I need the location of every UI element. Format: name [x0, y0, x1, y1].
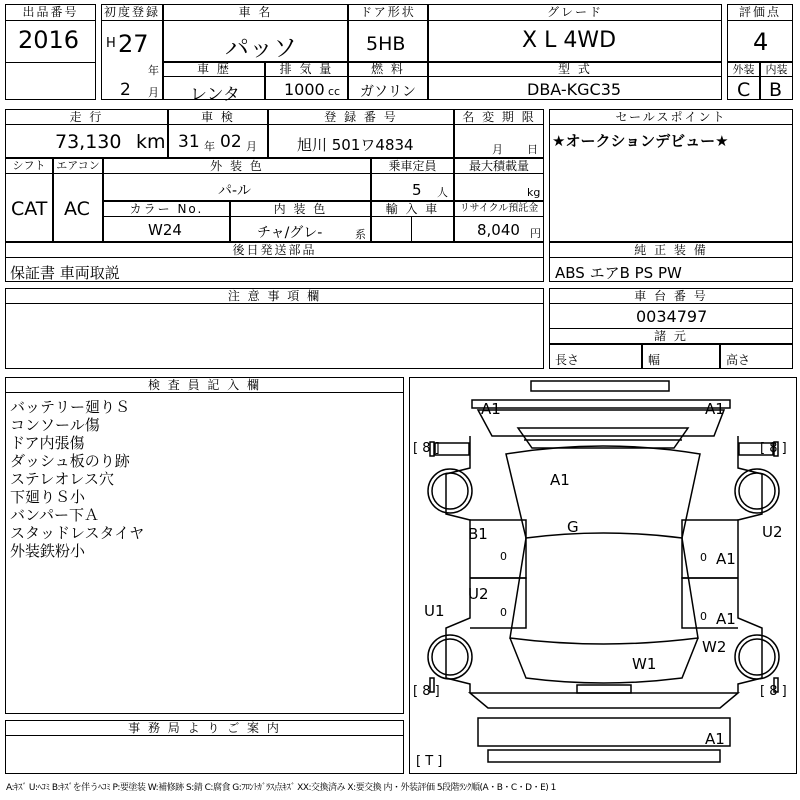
first-reg-label: 初度登録 — [101, 4, 163, 21]
inspector-line: 下廻りＳ小 — [10, 488, 86, 506]
score: 4 — [753, 28, 769, 56]
chassis-label: 車 台 番 号 — [549, 288, 793, 304]
capacity: 5 — [412, 181, 422, 199]
mark-u2-left: U2 — [468, 585, 489, 603]
ac-label: エアコン — [53, 158, 103, 174]
interior-grade: B — [769, 79, 783, 101]
capacity-label: 乗車定員 — [371, 158, 454, 174]
notes-label: 注 意 事 項 欄 — [5, 288, 544, 304]
mark-zero-1: 0 — [500, 550, 507, 563]
inspector-line: 外装鉄粉小 — [10, 542, 86, 560]
mark-8-fl: [ 8 ] — [413, 441, 440, 456]
mark-8-rr: [ 8 ] — [760, 684, 787, 699]
inspector-line: ステレオレス穴 — [10, 470, 114, 488]
fuel-label: 燃 料 — [348, 62, 428, 77]
grade: X L 4WD — [522, 28, 617, 53]
sales-point-text: ★オークションデビュー★ — [552, 132, 729, 150]
car-name-label: 車 名 — [163, 4, 348, 21]
recycle-label: リサイクル預託金 — [454, 201, 544, 217]
later-parts-text: 保証書 車両取説 — [10, 264, 120, 282]
registration-label: 登 録 番 号 — [268, 109, 454, 125]
ext-color: パ-ル — [218, 183, 252, 199]
name-change-day: 日 — [527, 143, 538, 156]
door-label: ドア形状 — [348, 4, 428, 21]
shift-label: シフト — [5, 158, 53, 174]
mark-zero-3: 0 — [700, 551, 707, 564]
ext-color-label: 外 装 色 — [103, 158, 371, 174]
registration-number: 旭川 501ワ4834 — [297, 136, 414, 154]
dims-length-label: 長さ — [555, 353, 580, 367]
model-label: 型 式 — [428, 62, 722, 77]
int-color-label: 内 装 色 — [230, 201, 371, 217]
chassis-number: 0034797 — [636, 307, 708, 326]
insp-year: 31 — [178, 132, 200, 152]
mark-w1: W1 — [632, 655, 657, 673]
name-change-month: 月 — [492, 143, 503, 156]
inspector-line: ドア内張傷 — [10, 434, 85, 452]
sales-point-label: セールスポイント — [549, 109, 793, 125]
mark-w2: W2 — [702, 638, 727, 656]
mark-a1-rear: A1 — [705, 730, 725, 748]
car-diagram — [409, 377, 797, 774]
import-divider — [411, 217, 412, 242]
int-color-suffix: 系 — [355, 228, 366, 241]
legend: A:ｷｽﾞ U:ﾍｺﾐ B:ｷｽﾞを伴うﾍｺﾐ P:要塗装 W:補修跡 S:錆 C:腐食 G:ﾌﾛﾝﾄｶﾞﾗｽ点ｷｽﾞ XX:交換済み X:要交換 内・外装評価 5段階ﾗﾝｸ順(A・B・C・D・E) 1 — [6, 783, 556, 793]
month-unit: 月 — [148, 86, 159, 99]
mark-u2-right: U2 — [762, 523, 783, 541]
name-change-label: 名 変 期 限 — [454, 109, 544, 125]
year-unit: 年 — [148, 64, 159, 77]
displacement-label: 排 気 量 — [265, 62, 348, 77]
exterior-label: 外装 — [727, 62, 760, 77]
mark-8-rl: [ 8 ] — [413, 684, 440, 699]
genuine-equip-text: ABS エアB PS PW — [555, 264, 682, 282]
color-no: W24 — [148, 221, 182, 239]
office-label: 事 務 局 よ り ご 案 内 — [5, 720, 404, 736]
mark-b1: B1 — [468, 525, 488, 543]
lot-number: 2016 — [18, 26, 80, 54]
mark-u1: U1 — [424, 602, 445, 620]
mark-8-fr: [ 8 ] — [760, 441, 787, 456]
door-type: 5HB — [366, 33, 406, 55]
mark-a1-front-left: A1 — [481, 400, 501, 418]
mark-zero-2: 0 — [500, 606, 507, 619]
sales-point-cell — [549, 109, 793, 242]
shift: CAT — [11, 198, 48, 220]
score-label: 評価点 — [727, 4, 793, 21]
dims-label: 諸 元 — [549, 328, 793, 344]
max-load-unit: kg — [527, 186, 541, 199]
dims-height-label: 高さ — [726, 353, 751, 367]
insp-month-unit: 月 — [246, 140, 257, 153]
lot-number-sub — [5, 62, 96, 100]
mark-a1-right-door-1: A1 — [716, 550, 736, 568]
interior-label: 内装 — [760, 62, 793, 77]
genuine-equip-label: 純 正 装 備 — [549, 242, 793, 258]
mark-t: [ T ] — [416, 754, 443, 769]
exterior-grade: C — [737, 79, 751, 101]
int-color: チャ/グレ- — [257, 225, 323, 241]
mark-a1-hood: A1 — [550, 471, 570, 489]
mark-g-roof: G — [567, 518, 579, 536]
mileage: 73,130 — [55, 131, 122, 153]
inspector-line: バッテリー廻りＳ — [10, 398, 131, 416]
dims-width-label: 幅 — [648, 353, 661, 367]
first-reg-month: 2 — [120, 80, 131, 100]
insp-month: 02 — [220, 132, 242, 152]
insp-year-unit: 年 — [204, 140, 215, 153]
history-label: 車 歴 — [163, 62, 265, 77]
model: DBA-KGC35 — [527, 80, 622, 99]
first-reg-year: 27 — [118, 30, 149, 58]
color-no-label: カラー No. — [103, 201, 230, 217]
car-outline — [410, 378, 798, 775]
history: レンタ — [190, 85, 240, 105]
era: H — [106, 36, 116, 51]
inspector-line: コンソール傷 — [10, 416, 100, 434]
mark-a1-front-right: A1 — [705, 400, 725, 418]
fuel: ガソリン — [360, 84, 416, 100]
inspection-label: 車 検 — [168, 109, 268, 125]
mileage-label: 走 行 — [5, 109, 168, 125]
displacement: 1000 — [284, 80, 325, 99]
inspector-line: ダッシュ板のり跡 — [10, 452, 130, 470]
mileage-unit: km — [136, 131, 166, 153]
max-load-label: 最大積載量 — [454, 158, 544, 174]
mark-zero-4: 0 — [700, 610, 707, 623]
ac: AC — [64, 198, 90, 220]
recycle-amount: 8,040 — [477, 221, 520, 239]
later-parts-label: 後日発送部品 — [5, 242, 544, 258]
inspector-line: スタッドレスタイヤ — [10, 524, 145, 542]
recycle-unit: 円 — [530, 227, 541, 240]
car-name: パッソ — [225, 34, 297, 62]
mark-a1-right-door-2: A1 — [716, 610, 736, 628]
inspector-line: バンパー下Ａ — [10, 506, 99, 524]
grade-label: グレード — [428, 4, 722, 21]
displacement-unit: cc — [328, 85, 341, 98]
inspector-label: 検 査 員 記 入 欄 — [5, 377, 404, 393]
capacity-unit: 人 — [437, 186, 448, 199]
import-label: 輸 入 車 — [371, 201, 454, 217]
lot-number-label: 出品番号 — [5, 4, 96, 21]
